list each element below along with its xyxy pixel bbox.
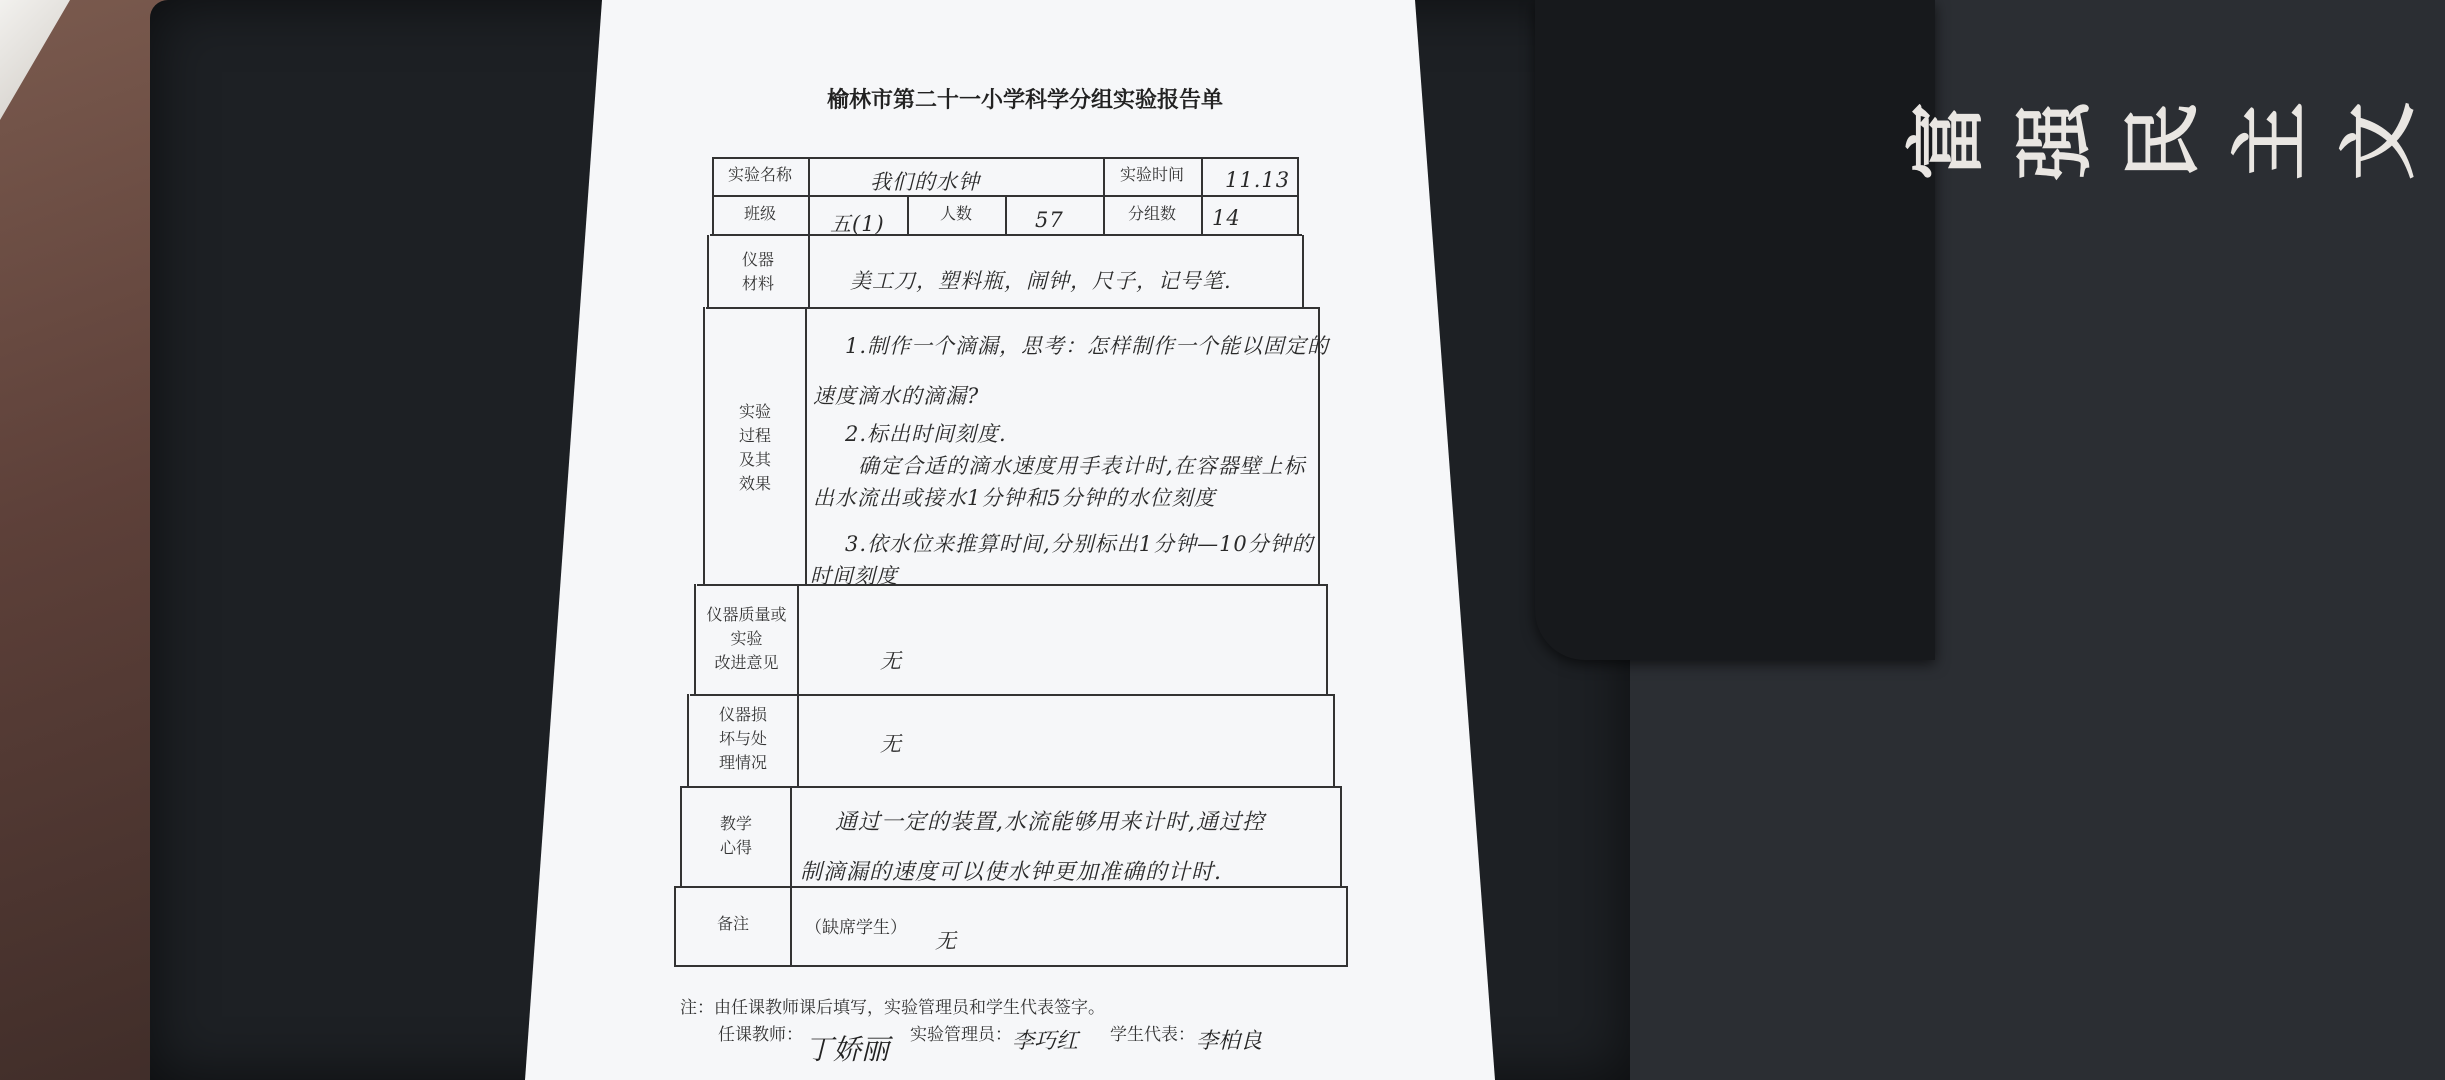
experiment-time-value: 11.13 [1225, 168, 1291, 192]
slogan-text: 富强民主文 [1905, 103, 2445, 193]
process-line: 出水流出或接水1分钟和5分钟的水位刻度 [813, 486, 1216, 510]
absent-students-label: （缺席学生） [805, 918, 907, 938]
process-line: 3.依水位来推算时间,分别标出1分钟—10分钟的 [845, 532, 1314, 556]
class-label: 班级 [743, 204, 776, 223]
process-line: 速度滴水的滴漏? [813, 384, 980, 408]
people-value: 57 [1035, 208, 1064, 232]
remarks-label: 备注 [716, 914, 749, 933]
damage-label: 仪器损 坏与处 理情况 [718, 705, 767, 772]
groups-value: 14 [1212, 206, 1241, 230]
materials-value: 美工刀，塑料瓶，闹钟，尺子，记号笔. [850, 269, 1232, 293]
teaching-line: 制滴漏的速度可以使水钟更加准确的计时. [800, 860, 1222, 885]
experiment-time-label: 实验时间 [1119, 165, 1184, 184]
materials-label: 仪器 材料 [741, 250, 774, 293]
admin-signature: 李巧红 [1012, 1029, 1079, 1054]
student-label: 学生代表： [1110, 1025, 1195, 1045]
remarks-value: 无 [935, 929, 957, 953]
teacher-label: 任课教师： [718, 1025, 803, 1045]
people-label: 人数 [939, 204, 972, 223]
slogan-card [1535, 0, 2445, 660]
experiment-name-value: 我们的水钟 [870, 170, 980, 194]
teacher-signature: 丁娇丽 [805, 1033, 890, 1066]
experiment-name-label: 实验名称 [727, 165, 792, 184]
process-line: 时间刻度 [810, 564, 898, 588]
footer-note: 注：由任课教师课后填写，实验管理员和学生代表签字。 [680, 998, 1105, 1018]
improve-value: 无 [880, 649, 902, 673]
class-value: 五(1) [830, 212, 885, 236]
admin-label: 实验管理员： [910, 1025, 1012, 1045]
document-title: 榆林市第二十一小学科学分组实验报告单 [826, 88, 1223, 113]
process-line: 2.标出时间刻度. [845, 422, 1007, 446]
student-signature: 李柏良 [1196, 1029, 1263, 1054]
process-line: 确定合适的滴水速度用手表计时,在容器壁上标 [858, 454, 1306, 478]
groups-label: 分组数 [1127, 204, 1176, 223]
process-label: 实验 过程 及其 效果 [738, 402, 771, 493]
teaching-line: 通过一定的装置,水流能够用来计时,通过控 [835, 810, 1265, 835]
teaching-label: 教学 心得 [719, 814, 752, 857]
process-line: 1.制作一个滴漏，思考：怎样制作一个能以固定的 [845, 334, 1330, 358]
damage-value: 无 [880, 732, 902, 756]
improve-label: 仪器质量或 实验 改进意见 [706, 605, 787, 672]
